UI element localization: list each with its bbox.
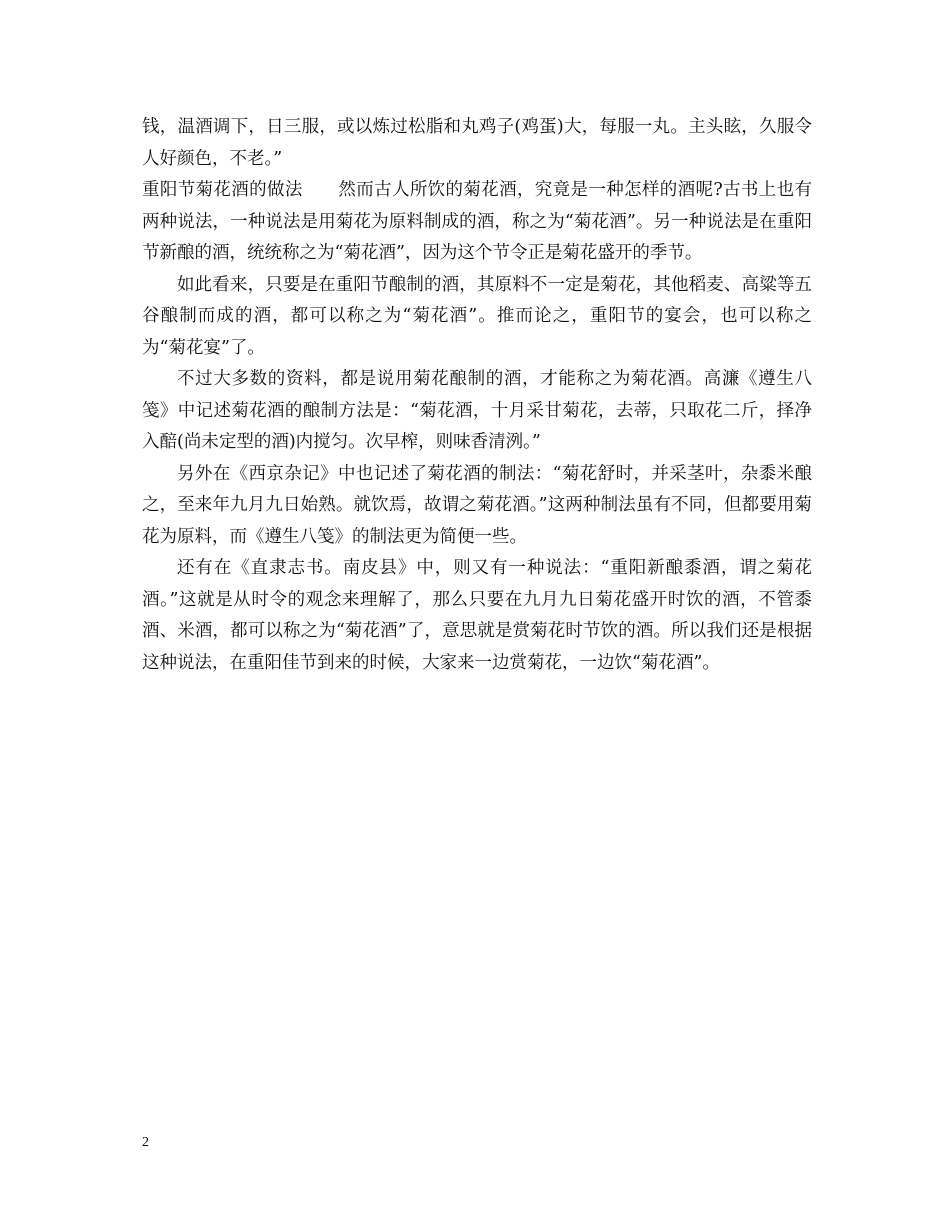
document-body bbox=[142, 112, 812, 679]
paragraph-2: 重阳节菊花酒的做法 然而古人所饮的菊花酒，究竟是一种怎样的酒呢?古书上也有两种说法，一种说法是用菊花为原料制成的酒，称之为“菊花酒”。另一种说法是在重阳节新酿的酒，统统称之为“菊花酒”，因为这个节令正是菊花盛开的季节。 bbox=[142, 180, 812, 263]
paragraph-6: 还有在《直隶志书。南皮县》中，则又有一种说法：“重阳新酿黍酒，谓之菊花酒。”这就是从时令的观念来理解了，那么只要在九月九日菊花盛开时饮的酒，不管黍酒、米酒，都可以称之为“菊花酒”了，意思就是赏菊花时节饮的酒。所以我们还是根据这种说法，在重阳佳节到来的时候，大家来一边赏菊花，一边饮“菊花酒”。 bbox=[142, 558, 812, 673]
paragraph-5: 另外在《西京杂记》中也记述了菊花酒的制法：“菊花舒时，并采茎叶，杂黍米酿之，至来年九月九日始熟。就饮焉，故谓之菊花酒。”这两种制法虽有不同，但都要用菊花为原料，而《遵生八笺》的制法更为简便一些。 bbox=[142, 463, 812, 547]
page-number: 2 bbox=[142, 1135, 149, 1150]
paragraph-3: 如此看来，只要是在重阳节酿制的酒，其原料不一定是菊花，其他稻麦、高粱等五谷酿制而成的酒，都可以称之为“菊花酒”。推而论之，重阳节的宴会，也可以称之为“菊花宴”了。 bbox=[142, 274, 812, 358]
paragraph-1: 钱，温酒调下，日三服，或以炼过松脂和丸鸡子(鸡蛋)大，每服一丸。主头眩，久服令人好颜色，不老。” bbox=[142, 117, 812, 169]
paragraph-4: 不过大多数的资料，都是说用菊花酿制的酒，才能称之为菊花酒。高濂《遵生八笺》中记述菊花酒的酿制方法是：“菊花酒，十月采甘菊花，去蒂，只取花二斤，择净入醅(尚未定型的酒)内搅匀。次早榨，则味香清洌。” bbox=[142, 369, 812, 452]
